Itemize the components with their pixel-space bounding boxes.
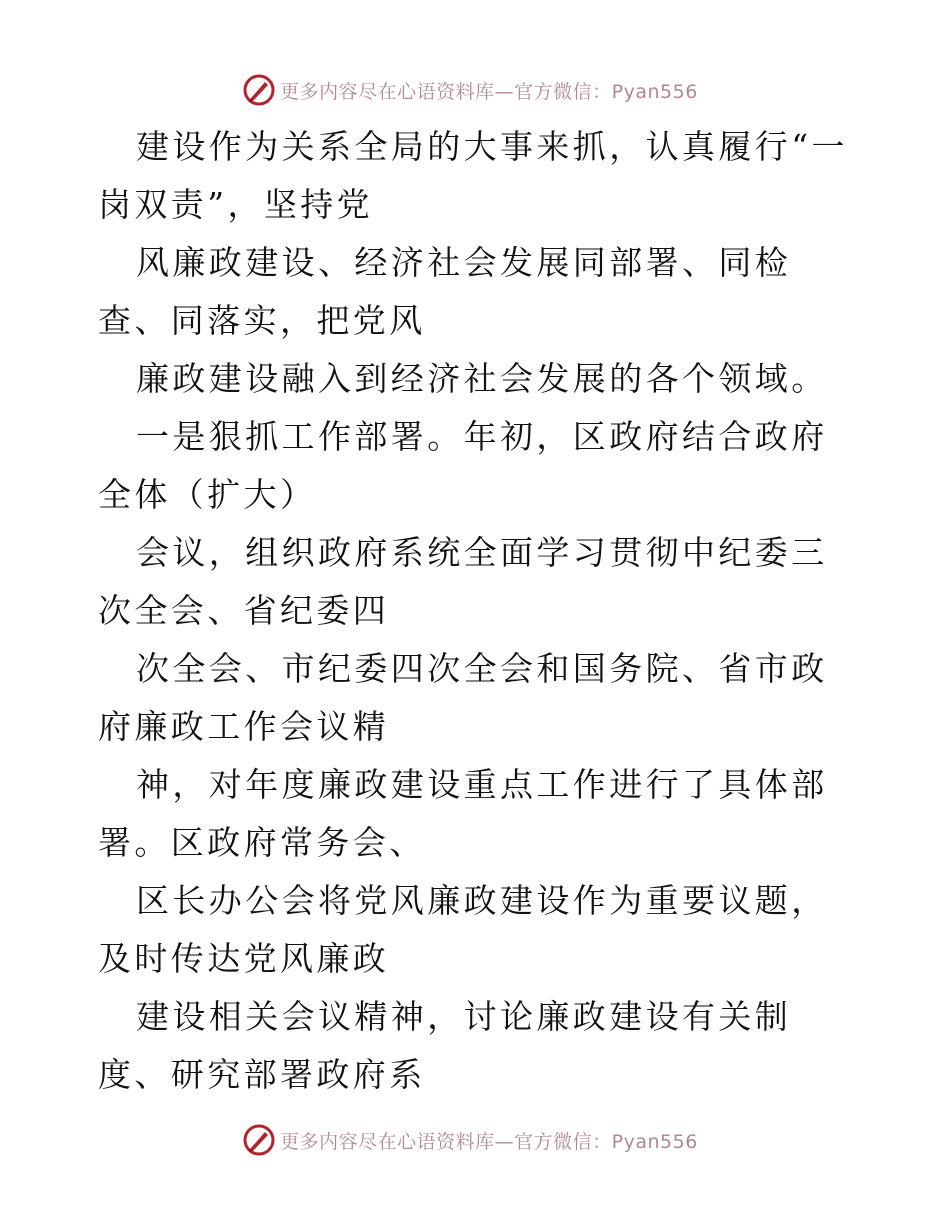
watermark-text: 更多内容尽在心语资料库—官方微信：Pyan556 <box>280 80 698 103</box>
paragraph-2: 风廉政建设、经济社会发展同部署、同检查、同落实，把党风 <box>98 243 792 340</box>
paragraph-1: 建设作为关系全局的大事来抓，认真履行“一岗双责”，坚持党 <box>98 127 848 224</box>
paragraph-4: 一是狠抓工作部署。年初，区政府结合政府全体（扩大） <box>98 417 828 514</box>
watermark-text: 更多内容尽在心语资料库—官方微信：Pyan556 <box>280 1130 698 1153</box>
paragraph-7: 神，对年度廉政建设重点工作进行了具体部署。区政府常务会、 <box>98 765 828 862</box>
paragraph-8: 区长办公会将党风廉政建设作为重要议题，及时传达党风廉政 <box>98 881 828 978</box>
paragraph-6: 次全会、市纪委四次全会和国务院、省市政府廉政工作会议精 <box>98 649 828 746</box>
paragraph-5: 会议，组织政府系统全面学习贯彻中纪委三次全会、省纪委四 <box>98 533 828 630</box>
pen-logo-icon <box>242 73 276 107</box>
paragraph-9: 建设相关会议精神，讨论廉政建设有关制度、研究部署政府系 <box>98 997 792 1094</box>
header-watermark <box>0 70 950 110</box>
paragraph-3: 廉政建设融入到经济社会发展的各个领域。 <box>136 359 828 398</box>
pen-logo-icon <box>242 1123 276 1157</box>
footer-watermark <box>0 1120 950 1160</box>
document-body <box>98 118 858 1104</box>
